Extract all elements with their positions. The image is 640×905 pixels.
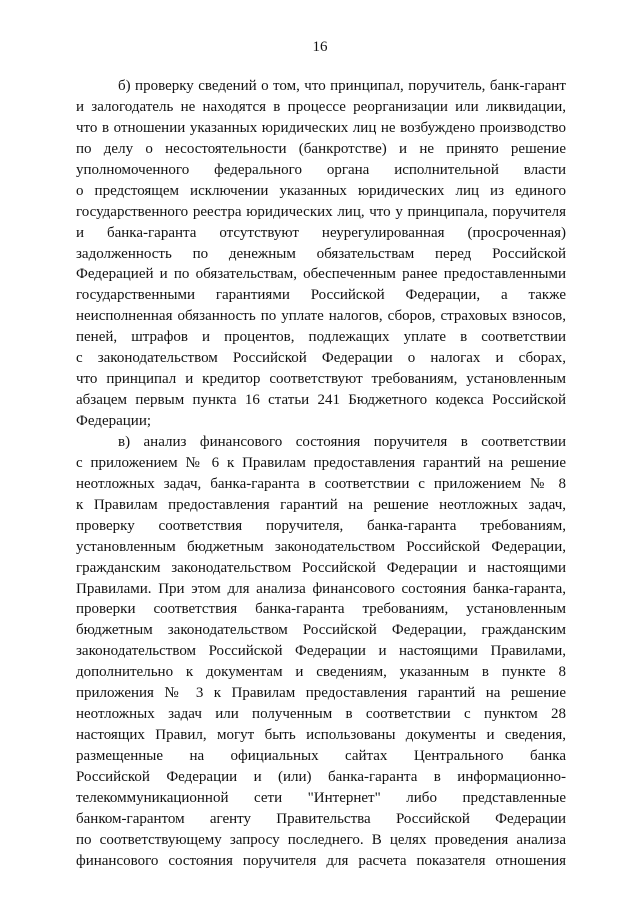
text-line: в) анализ финансового состояния поручителя в соответствии [118, 433, 566, 450]
text-line: по делу о несостоятельности (банкротстве) и не принято решение [76, 140, 566, 157]
text-line: проверку соответствия поручителя, банка-гаранта требованиям, [76, 517, 566, 534]
text-line: финансового состояния поручителя для расчета показателя отношения [76, 852, 566, 869]
text-line: приложения № 3 к Правилам предоставления гарантий на решение [76, 685, 566, 702]
text-line: о предстоящем исключении указанных юридических лиц из единого [76, 182, 566, 199]
text-line: неотложных задач, банка-гаранта в соответствии с приложением № 8 [76, 475, 566, 492]
text-line: и банка-гаранта отсутствуют неурегулированная (просроченная) [76, 224, 566, 241]
page-number: 16 [312, 39, 328, 55]
text-line: и залогодатель не находятся в процессе реорганизации или ликвидации, [76, 98, 566, 115]
text-line: гражданским законодательством Российской Федерации и настоящими [76, 559, 566, 576]
text-line: с приложением № 6 к Правилам предоставления гарантий на решение [76, 454, 566, 471]
text-line: телекоммуникационной сети "Интернет" либо представленные [76, 789, 566, 806]
text-line: неисполненная обязанность по уплате налогов, сборов, страховых взносов, [76, 308, 566, 325]
text-line: размещенные на официальных сайтах Центрального банка [76, 748, 566, 764]
text-line: законодательством Российской Федерации и настоящими Правилами, [76, 643, 566, 660]
text-line: Российской Федерации и (или) банка-гаранта в информационно- [76, 768, 566, 785]
text-line: по соответствующему запросу последнего. В целях проведения анализа [76, 831, 566, 848]
text-line: что принципал и кредитор соответствуют требованиям, установленным [76, 371, 566, 388]
text-line: бюджетным законодательством Российской Федерации, гражданским [76, 622, 566, 639]
text-line: государственными гарантиями Российской Федерации, а также [76, 287, 566, 304]
text-line: пеней, штрафов и процентов, подлежащих уплате в соответствии [76, 329, 566, 346]
text-line: дополнительно к документам и сведениям, указанным в пункте 8 [76, 664, 566, 681]
text-line: настоящих Правил, могут быть использованы документы и сведения, [76, 727, 566, 744]
text-line: к Правилам предоставления гарантий на решение неотложных задач, [76, 496, 566, 513]
document-body [76, 76, 566, 872]
text-line: проверки соответствия банка-гаранта требованиям, установленным [76, 601, 566, 618]
text-line: б) проверку сведений о том, что принципал, поручитель, банк-гарант [118, 78, 566, 94]
text-line: абзацем первым пункта 16 статьи 241 Бюджетного кодекса Российской [76, 392, 566, 409]
text-line: Федерации; [76, 413, 152, 429]
text-line: Федерацией и по обязательствам, обеспеченным ранее предоставленными [76, 266, 566, 283]
text-line: задолженность по денежным обязательствам перед Российской [76, 245, 566, 262]
text-line: неотложных задач или полученным в соответствии с пунктом 28 [76, 706, 566, 723]
text-line: уполномоченного федерального органа исполнительной власти [76, 161, 566, 178]
text-line: установленным бюджетным законодательством Российской Федерации, [76, 538, 566, 555]
text-line: государственного реестра юридических лиц, что у принципала, поручителя [76, 203, 566, 220]
text-line: с законодательством Российской Федерации о налогах и сборах, [76, 350, 566, 367]
text-line: Правилами. При этом для анализа финансового состояния банка-гаранта, [76, 580, 566, 597]
text-line: банком-гарантом агенту Правительства Российской Федерации [76, 810, 566, 827]
text-line: что в отношении указанных юридических лиц не возбуждено производство [76, 119, 566, 136]
